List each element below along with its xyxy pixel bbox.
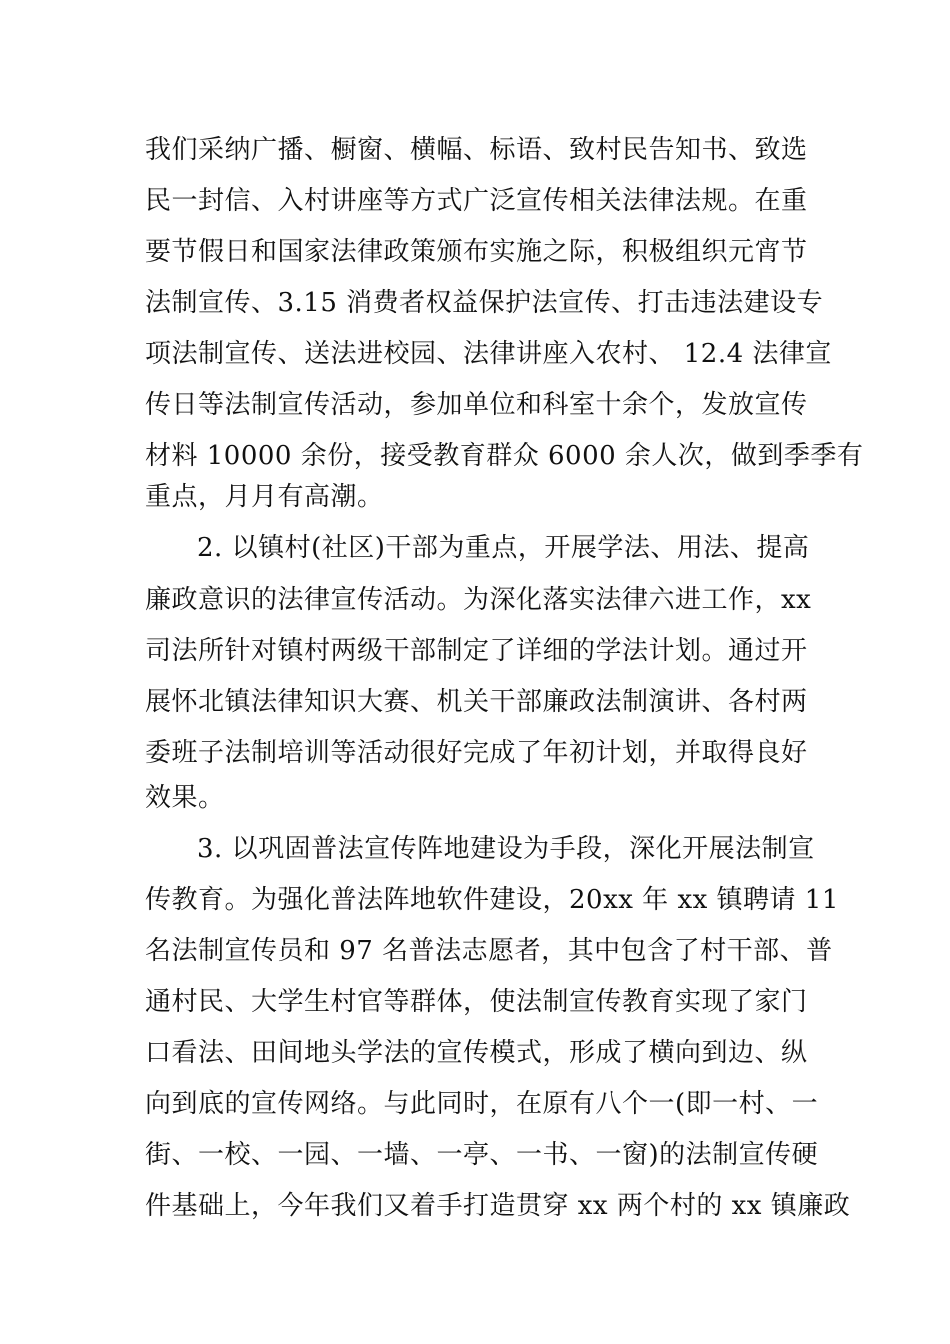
text-line: 向到底的宣传网络。与此同时，在原有八个一(即一村、一: [145, 1089, 819, 1119]
text-line: 材料 10000 余份，接受教育群众 6000 余人次，做到季季有: [145, 441, 864, 471]
text-line: 委班子法制培训等活动很好完成了年初计划，并取得良好: [145, 738, 808, 768]
text-line: 项法制宣传、送法进校园、法律讲座入农村、 12.4 法律宣: [145, 339, 832, 369]
text-line: 口看法、田间地头学法的宣传模式，形成了横向到边、纵: [145, 1038, 808, 1068]
text-line: 件基础上，今年我们又着手打造贯穿 xx 两个村的 xx 镇廉政: [145, 1191, 851, 1221]
text-line: 司法所针对镇村两级干部制定了详细的学法计划。通过开: [145, 636, 808, 666]
text-line: 要节假日和国家法律政策颁布实施之际，积极组织元宵节: [145, 237, 808, 267]
text-line: 廉政意识的法律宣传活动。为深化落实法律六进工作，xx: [145, 585, 812, 615]
paragraph-first-line: 3. 以巩固普法宣传阵地建设为手段，深化开展法制宣: [197, 834, 815, 864]
paragraph-first-line: 2. 以镇村(社区)干部为重点，开展学法、用法、提高: [197, 533, 810, 563]
text-line: 效果。: [145, 783, 225, 813]
text-line: 展怀北镇法律知识大赛、机关干部廉政法制演讲、各村两: [145, 687, 808, 717]
text-line: 重点，月月有高潮。: [145, 482, 384, 512]
text-line: 传日等法制宣传活动，参加单位和科室十余个，发放宣传: [145, 390, 808, 420]
text-line: 街、一校、一园、一墙、一亭、一书、一窗)的法制宣传硬: [145, 1140, 819, 1170]
text-line: 民一封信、入村讲座等方式广泛宣传相关法律法规。在重: [145, 186, 808, 216]
text-line: 通村民、大学生村官等群体，使法制宣传教育实现了家门: [145, 987, 808, 1017]
text-line: 我们采纳广播、橱窗、横幅、标语、致村民告知书、致选: [145, 135, 808, 165]
text-line: 传教育。为强化普法阵地软件建设，20xx 年 xx 镇聘请 11: [145, 885, 839, 915]
text-line: 法制宣传、3.15 消费者权益保护法宣传、打击违法建设专: [145, 288, 824, 318]
text-line: 名法制宣传员和 97 名普法志愿者，其中包含了村干部、普: [145, 936, 833, 966]
